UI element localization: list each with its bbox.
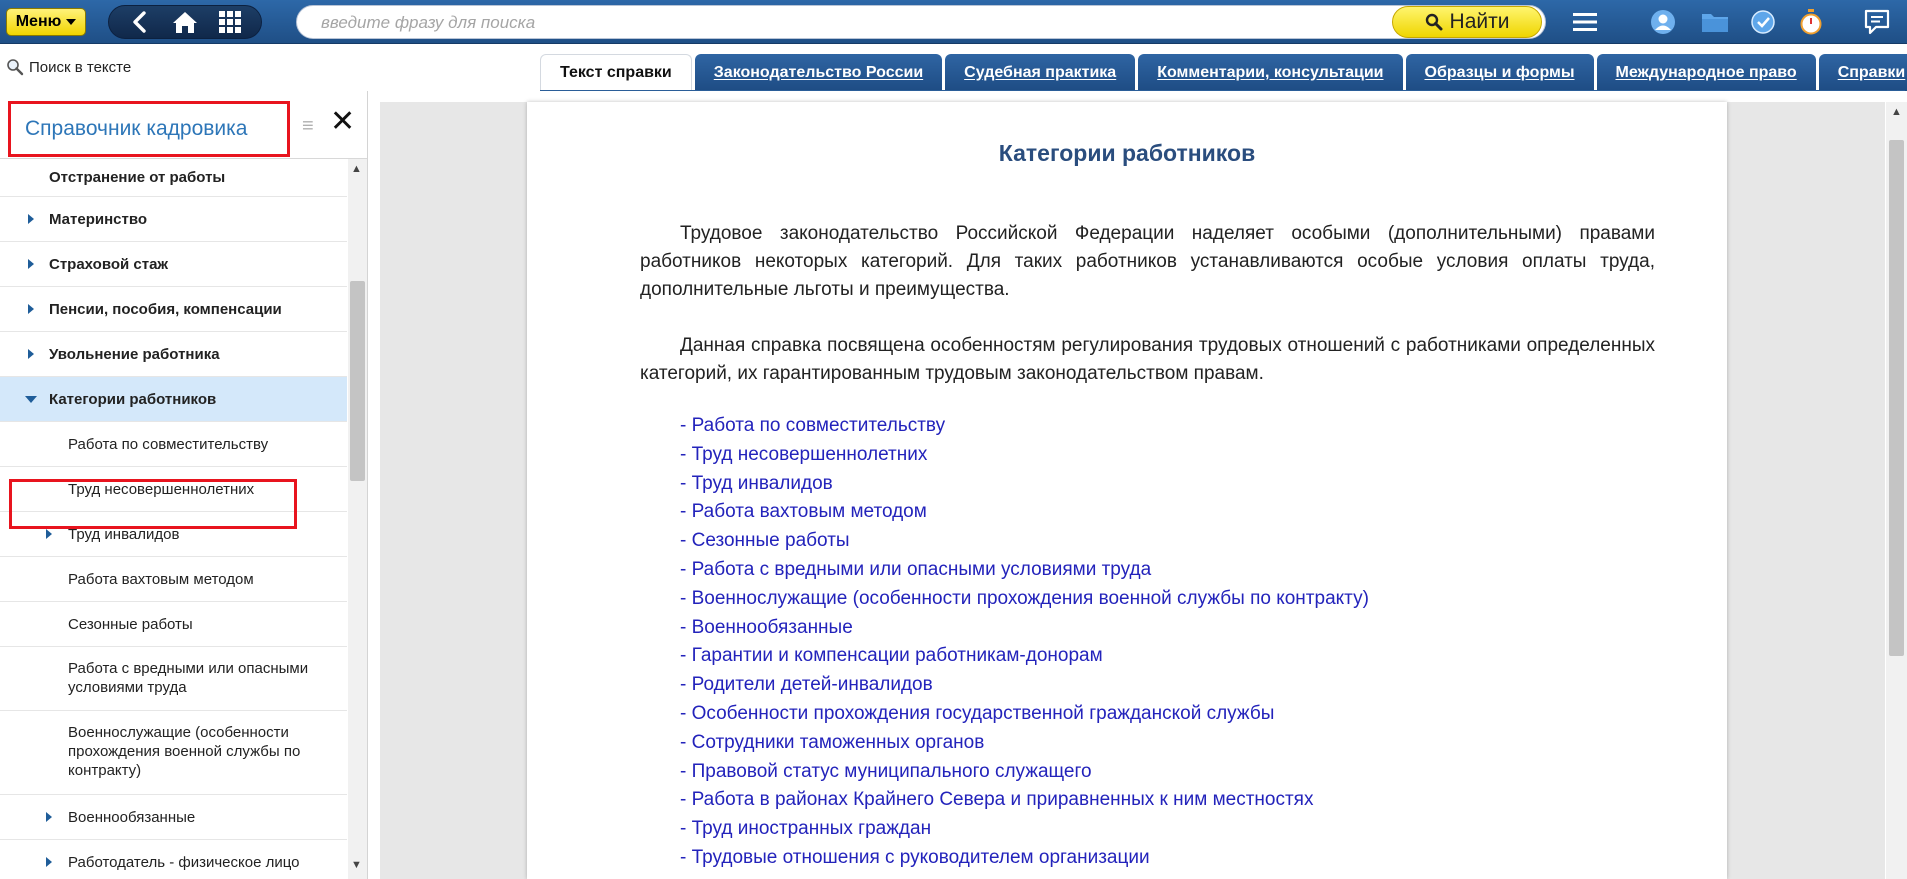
tab-label: Законодательство России (713, 63, 924, 81)
document-tabs (540, 54, 1907, 91)
hamburger-icon (1572, 11, 1598, 33)
sidebar-item-dismissal[interactable] (0, 332, 347, 377)
expand-arrow-icon[interactable] (28, 304, 34, 314)
link-rotation[interactable]: - Работа вахтовым методом (680, 501, 927, 523)
menu-button-label: Меню (15, 13, 62, 30)
sidebar-item-label: Пенсии, пособия, компенсации (49, 301, 282, 318)
sidebar-item-label: Материнство (49, 211, 148, 228)
link-reservists[interactable]: - Военнообязанные (680, 616, 853, 638)
scroll-down-icon[interactable]: ▼ (351, 859, 362, 871)
sidebar-item-label: Сезонные работы (68, 616, 193, 633)
navigation-group (108, 5, 262, 39)
sidebar-item-insurance-record[interactable] (0, 242, 347, 287)
folders-button[interactable] (1700, 8, 1730, 36)
sub-toolbar (0, 44, 1907, 91)
sidebar-subitem-individual-employer[interactable] (0, 840, 347, 879)
link-municipal[interactable]: - Правовой статус муниципального служащего (680, 760, 1092, 782)
category-links (680, 412, 1680, 873)
main-menu-button[interactable] (1570, 8, 1600, 36)
sidebar-tree (0, 159, 347, 879)
folder-icon (1701, 10, 1729, 34)
sidebar-item-label: Труд инвалидов (68, 526, 180, 543)
document-area (380, 102, 1885, 879)
collapse-arrow-icon[interactable] (25, 396, 37, 403)
sidebar-subitem-disabled[interactable] (0, 512, 347, 557)
chat-icon (1864, 9, 1890, 35)
sidebar-item-label: Страховой стаж (49, 256, 169, 273)
sidebar-item-suspension[interactable] (0, 159, 347, 197)
link-civil-service[interactable]: - Особенности прохождения государственной гражданской службы (680, 702, 1275, 724)
tab-label: Образцы и формы (1424, 63, 1575, 81)
tabs-divider (540, 90, 1905, 91)
link-head-of-organization[interactable]: - Трудовые отношения с руководителем организации (680, 846, 1150, 868)
menu-button[interactable] (6, 8, 86, 36)
tab-court-practice[interactable] (945, 54, 1135, 91)
find-button-label: Найти (1449, 10, 1510, 33)
sidebar-options-icon[interactable]: ≡ (302, 115, 314, 137)
find-in-text-label: Поиск в тексте (29, 58, 132, 76)
sidebar-item-label: Увольнение работника (49, 346, 220, 363)
apps-grid-button[interactable] (215, 8, 245, 36)
scroll-up-icon[interactable]: ▲ (1891, 106, 1902, 118)
scroll-up-icon[interactable]: ▲ (351, 163, 362, 175)
link-military[interactable]: - Военнослужащие (особенности прохождения военной службы по контракту) (680, 587, 1369, 609)
link-far-north[interactable]: - Работа в районах Крайнего Севера и приравненных к ним местностях (680, 789, 1314, 811)
user-icon (1650, 9, 1676, 35)
sidebar-subitem-military[interactable] (0, 711, 347, 795)
top-toolbar (0, 0, 1907, 44)
sidebar-subitem-reservists[interactable] (0, 795, 347, 840)
sidebar-item-maternity[interactable] (0, 197, 347, 242)
caret-down-icon (66, 19, 76, 25)
document-scroll-thumb[interactable] (1889, 140, 1904, 656)
tab-international-law[interactable] (1597, 54, 1816, 91)
expand-arrow-icon[interactable] (28, 349, 34, 359)
expand-arrow-icon[interactable] (28, 214, 34, 224)
sidebar-subitem-seasonal[interactable] (0, 602, 347, 647)
document-paragraph: Данная справка посвящена особенностям регулирования трудовых отношений с работниками определенных категорий, их гарантированным трудовым законодательством правам. (640, 335, 1655, 384)
document-page (527, 102, 1727, 879)
sidebar-item-employee-categories[interactable] (0, 377, 347, 422)
link-customs[interactable]: - Сотрудники таможенных органов (680, 731, 985, 753)
tab-help-text[interactable] (540, 54, 692, 91)
tab-references[interactable] (1819, 54, 1907, 91)
expand-arrow-icon[interactable] (28, 259, 34, 269)
back-arrow-icon (131, 11, 149, 33)
sidebar-title: Справочник кадровика (8, 101, 290, 157)
stopwatch-icon (1799, 9, 1823, 35)
stopwatch-button[interactable] (1796, 8, 1826, 36)
link-donors[interactable]: - Гарантии и компенсации работникам-донорам (680, 645, 1103, 667)
link-disabled[interactable]: - Труд инвалидов (680, 472, 833, 494)
link-minors[interactable]: - Труд несовершеннолетних (680, 443, 928, 465)
expand-arrow-icon[interactable] (46, 857, 52, 867)
sidebar-subitem-minors[interactable] (0, 467, 347, 512)
sidebar-scroll-thumb[interactable] (350, 281, 365, 481)
home-button[interactable] (170, 8, 200, 36)
sidebar-item-label: Труд несовершеннолетних (68, 481, 255, 498)
tab-forms[interactable] (1406, 54, 1594, 91)
sidebar (0, 91, 368, 879)
user-button[interactable] (1648, 8, 1678, 36)
link-foreigners[interactable]: - Труд иностранных граждан (680, 818, 932, 840)
expand-arrow-icon[interactable] (46, 812, 52, 822)
find-button[interactable] (1392, 6, 1542, 38)
link-parents-disabled-children[interactable]: - Родители детей-инвалидов (680, 674, 933, 696)
sidebar-subitem-hazardous[interactable] (0, 647, 347, 711)
document-scrollbar[interactable] (1886, 102, 1907, 879)
tab-legislation[interactable] (695, 54, 942, 91)
sidebar-item-label: Военнослужащие (особенности прохождения военной службы по контракту) (68, 724, 301, 779)
sidebar-item-label: Отстранение от работы (49, 169, 226, 186)
sidebar-subitem-rotation[interactable] (0, 557, 347, 602)
document-paragraph: Трудовое законодательство Российской Федерации наделяет особыми (дополнительными) правами работников некоторых категорий. Для таких работников устанавливаются особые условия оплаты труда, дополнительные льготы и преимущества. (640, 223, 1655, 300)
sidebar-header (0, 91, 368, 159)
sidebar-item-label: Работодатель - физическое лицо (68, 854, 300, 871)
search-box (296, 5, 1546, 39)
sidebar-item-label: Категории работников (49, 391, 217, 408)
sidebar-item-label: Работа с вредными или опасными условиями труда (68, 660, 309, 696)
sidebar-scrollbar[interactable] (348, 159, 367, 879)
sidebar-item-label: Военнообязанные (68, 809, 196, 826)
tab-label: Международное право (1615, 63, 1797, 81)
link-seasonal[interactable]: - Сезонные работы (680, 530, 850, 552)
tab-label: Текст справки (560, 64, 672, 81)
expand-arrow-icon[interactable] (46, 529, 52, 539)
tab-label: Справки (1837, 63, 1906, 81)
history-button[interactable] (1748, 8, 1778, 36)
search-icon (6, 58, 24, 76)
back-button[interactable] (125, 8, 155, 36)
home-icon (172, 10, 198, 34)
sidebar-subitem-part-time[interactable] (0, 422, 347, 467)
document-title: Категории работников (998, 140, 1256, 166)
grid-icon (218, 10, 242, 34)
link-part-time[interactable]: - Работа по совместительству (680, 415, 946, 436)
chat-button[interactable] (1862, 8, 1892, 36)
close-icon[interactable]: ✕ (330, 105, 356, 138)
search-input[interactable] (321, 12, 1401, 34)
link-hazardous[interactable]: - Работа с вредными или опасными условиями труда (680, 558, 1152, 580)
find-in-text-button[interactable] (6, 58, 131, 76)
tab-label: Комментарии, консультации (1157, 63, 1384, 81)
tab-comments[interactable] (1138, 54, 1402, 91)
clock-icon (1750, 9, 1776, 35)
sidebar-item-label: Работа вахтовым методом (68, 571, 254, 588)
sidebar-item-label: Работа по совместительству (68, 436, 269, 453)
tab-label: Судебная практика (964, 63, 1117, 81)
search-icon (1425, 13, 1443, 31)
sidebar-item-pensions[interactable] (0, 287, 347, 332)
